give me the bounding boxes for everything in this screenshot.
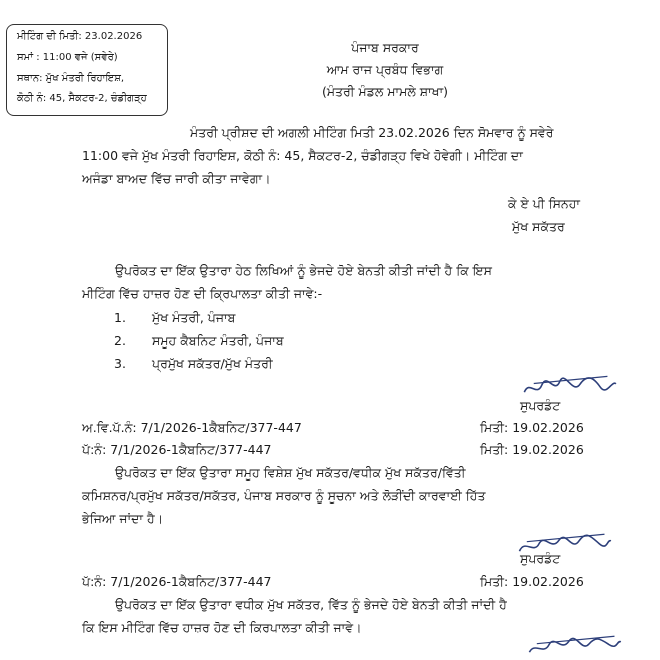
list-item-number: 2. [114, 333, 126, 348]
copy2-line-1: ਉਪਰੋਕਤ ਦਾ ਇੱਕ ਉਤਾਰਾ ਸਮੂਹ ਵਿਸ਼ੇਸ਼ ਮੁੱਖ ਸਕੱਤਰ/ਵਧੀਕ ਮੁੱਖ ਸਕੱਤਰ/ਵਿੱਤੀ [115, 465, 466, 480]
copy1-line-1: ਉਪਰੋਕਤ ਦਾ ਇੱਕ ਉਤਾਰਾ ਹੇਠ ਲਿਖਿਆਂ ਨੂੰ ਭੇਜਦੇ ਹੋਏ ਬੇਨਤੀ ਕੀਤੀ ਜਾਂਦੀ ਹੈ ਕਿ ਇਸ [115, 263, 492, 278]
notice-line-1: ਮੰਤਰੀ ਪ੍ਰੀਸ਼ਦ ਦੀ ਅਗਲੀ ਮੀਟਿੰਗ ਮਿਤੀ 23.02.2026 ਦਿਨ ਸੋਮਵਾਰ ਨੂੰ ਸਵੇਰੇ [190, 125, 554, 140]
list-item-number: 1. [114, 310, 126, 325]
reference-number: ਅ.ਵਿ.ਪੱ.ਨੰ: 7/1/2026-1ਕੈਬਨਿਟ/377-447 [82, 420, 302, 435]
handwritten-signature [524, 630, 625, 660]
reference-date: ਮਿਤੀ: 19.02.2026 [480, 442, 584, 457]
copy2-line-2: ਕਮਿਸ਼ਨਰ/ਪ੍ਰਮੁੱਖ ਸਕੱਤਰ/ਸਕੱਤਰ, ਪੰਜਾਬ ਸਰਕਾਰ ਨੂੰ ਸੂਚਨਾ ਅਤੇ ਲੋੜੀਂਦੀ ਕਾਰਵਾਈ ਹਿੱਤ [82, 488, 486, 503]
reference-number: ਪੱ:ਨੰ: 7/1/2026-1ਕੈਬਨਿਟ/377-447 [82, 574, 272, 589]
copy2-line-3: ਭੇਜਿਆ ਜਾਂਦਾ ਹੈ। [82, 511, 164, 526]
list-item-text: ਪ੍ਰਮੁੱਖ ਸਕੱਤਰ/ਮੁੱਖ ਮੰਤਰੀ [152, 356, 273, 371]
reference-date: ਮਿਤੀ: 19.02.2026 [480, 420, 584, 435]
meeting-date: ਮੀਟਿੰਗ ਦੀ ਮਿਤੀ: 23.02.2026 [17, 31, 143, 42]
header-department: ਆਮ ਰਾਜ ਪ੍ਰਬੰਧ ਵਿਭਾਗ [326, 62, 444, 77]
signatory-title: ਮੁੱਖ ਸਕੱਤਰ [512, 219, 565, 234]
list-item-text: ਮੁੱਖ ਮੰਤਰੀ, ਪੰਜਾਬ [152, 310, 236, 325]
superintendent-title: ਸੁਪਰਡੰਟ [520, 398, 561, 413]
header-branch: (ਮੰਤਰੀ ਮੰਡਲ ਮਾਮਲੇ ਸ਼ਾਖਾ) [321, 84, 449, 99]
notice-line-2: 11:00 ਵਜੇ ਮੁੱਖ ਮੰਤਰੀ ਰਿਹਾਇਸ਼, ਕੋਠੀ ਨੰ: 45, ਸੈਕਟਰ-2, ਚੰਡੀਗੜ੍ਹ ਵਿਖੇ ਹੋਵੇਗੀ। ਮੀਟਿੰਗ ਦਾ [82, 148, 523, 163]
reference-date: ਮਿਤੀ: 19.02.2026 [480, 574, 584, 589]
header-government: ਪੰਜਾਬ ਸਰਕਾਰ [351, 40, 419, 55]
list-item-text: ਸਮੂਹ ਕੈਬਨਿਟ ਮੰਤਰੀ, ਪੰਜਾਬ [152, 333, 284, 348]
meeting-time: ਸਮਾਂ : 11:00 ਵਜੇ (ਸਵੇਰੇ) [17, 52, 118, 63]
list-item-number: 3. [114, 356, 126, 371]
signatory-name: ਕੇ ਏ ਪੀ ਸਿਨਹਾ [508, 196, 580, 211]
notice-line-3: ਅਜੰਡਾ ਬਾਅਦ ਵਿੱਚ ਜਾਰੀ ਕੀਤਾ ਜਾਵੇਗਾ। [82, 171, 271, 186]
copy3-line-1: ਉਪਰੋਕਤ ਦਾ ਇੱਕ ਉਤਾਰਾ ਵਧੀਕ ਮੁੱਖ ਸਕੱਤਰ, ਵਿੱਤ ਨੂੰ ਭੇਜਦੇ ਹੋਏ ਬੇਨਤੀ ਕੀਤੀ ਜਾਂਦੀ ਹੈ [115, 597, 507, 612]
superintendent-title: ਸੁਪਰਡੰਟ [520, 551, 561, 566]
meeting-address: ਕੋਠੀ ਨੰ: 45, ਸੈਕਟਰ-2, ਚੰਡੀਗੜ੍ਹ [17, 93, 147, 104]
meeting-info-box [6, 24, 168, 116]
meeting-place: ਸਥਾਨ: ਮੁੱਖ ਮੰਤਰੀ ਰਿਹਾਇਸ਼, [17, 73, 125, 84]
reference-number: ਪੱ:ਨੰ: 7/1/2026-1ਕੈਬਨਿਟ/377-447 [82, 442, 272, 457]
copy3-line-2: ਕਿ ਇਸ ਮੀਟਿੰਗ ਵਿੱਚ ਹਾਜ਼ਰ ਹੋਣ ਦੀ ਕਿਰਪਾਲਤਾ ਕੀਤੀ ਜਾਵੇ। [82, 620, 362, 635]
copy1-line-2: ਮੀਟਿੰਗ ਵਿੱਚ ਹਾਜ਼ਰ ਹੋਣ ਦੀ ਕ੍ਰਿਪਾਲਤਾ ਕੀਤੀ ਜਾਵੇ:- [82, 286, 323, 301]
